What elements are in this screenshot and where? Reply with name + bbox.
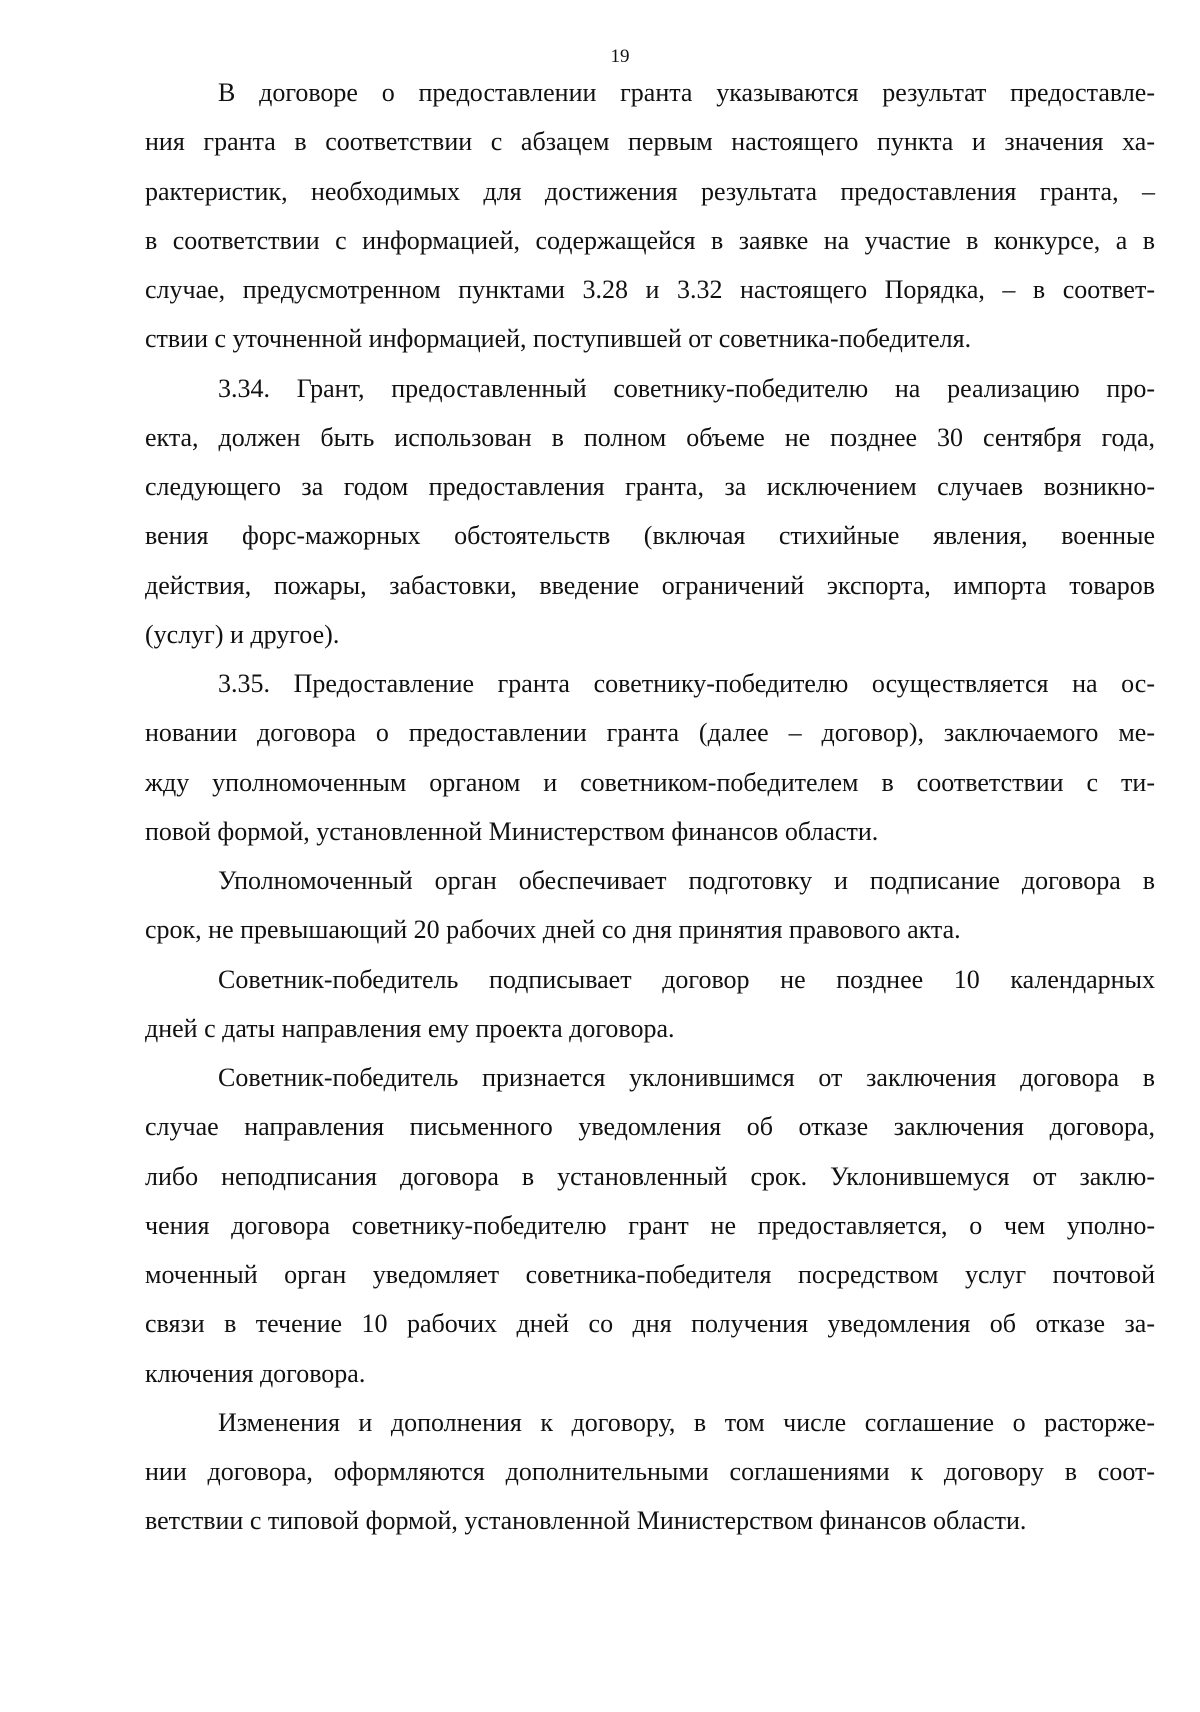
text-line: дней с даты направления ему проекта договора. [145, 1013, 675, 1043]
text-line: жду уполномоченным органом и советником-победителем в соответствии с ти- [145, 767, 1155, 797]
text-line: вения форс-мажорных обстоятельств (включая стихийные явления, военные [145, 521, 1155, 551]
paragraph [145, 1053, 1155, 1398]
text-line: действия, пожары, забастовки, введение ограничений экспорта, импорта товаров [145, 570, 1155, 600]
paragraph [145, 68, 1155, 364]
text-line: (услуг) и другое). [145, 619, 340, 649]
paragraph [145, 856, 1155, 955]
text-line: ветствии с типовой формой, установленной Министерством финансов области. [145, 1506, 1027, 1536]
paragraph [145, 1398, 1155, 1546]
paragraph [145, 364, 1155, 660]
text-line: либо неподписания договора в установленный срок. Уклонившемуся от заклю- [145, 1161, 1155, 1191]
text-line: Изменения и дополнения к договору, в том числе соглашение о расторже- [218, 1407, 1155, 1437]
text-line: случае направления письменного уведомления об отказе заключения договора, [145, 1112, 1155, 1142]
text-line: срок, не превышающий 20 рабочих дней со дня принятия правового акта. [145, 915, 961, 945]
text-line: чения договора советнику-победителю грант не предоставляется, о чем уполно- [145, 1210, 1155, 1240]
text-line: 3.35. Предоставление гранта советнику-победителю осуществляется на ос- [218, 669, 1155, 698]
paragraph [145, 955, 1155, 1054]
text-line: ния гранта в соответствии с абзацем первым настоящего пункта и значения ха- [145, 127, 1155, 157]
text-line: случае, предусмотренном пунктами 3.28 и 3.32 настоящего Порядка, – в соответ- [145, 275, 1155, 304]
text-line: екта, должен быть использован в полном объеме не позднее 30 сентября года, [145, 422, 1155, 452]
text-line: 3.34. Грант, предоставленный советнику-победителю на реализацию про- [218, 373, 1155, 403]
text-line: моченный орган уведомляет советника-победителя посредством услуг почтовой [145, 1260, 1155, 1289]
text-line: Советник-победитель подписывает договор не позднее 10 календарных [218, 964, 1155, 994]
text-line: Уполномоченный орган обеспечивает подготовку и подписание договора в [218, 866, 1155, 895]
paragraph [145, 659, 1155, 856]
document-body [145, 68, 1155, 1546]
page-number: 19 [610, 46, 630, 67]
text-line: следующего за годом предоставления гранта, за исключением случаев возникно- [145, 472, 1155, 501]
text-line: ключения договора. [145, 1358, 366, 1388]
text-line: ствии с уточненной информацией, поступившей от советника-победителя. [145, 324, 972, 354]
text-line: нии договора, оформляются дополнительными соглашениями к договору в соот- [145, 1457, 1155, 1486]
text-line: в соответствии с информацией, содержащейся в заявке на участие в конкурсе, а в [145, 225, 1155, 255]
text-line: рактеристик, необходимых для достижения результата предоставления гранта, – [145, 176, 1155, 206]
text-line: Советник-победитель признается уклонившимся от заключения договора в [218, 1063, 1155, 1092]
text-line: повой формой, установленной Министерством финансов области. [145, 816, 879, 846]
text-line: связи в течение 10 рабочих дней со дня получения уведомления об отказе за- [145, 1309, 1155, 1339]
text-line: новании договора о предоставлении гранта (далее – договор), заключаемого ме- [145, 718, 1155, 748]
text-line: В договоре о предоставлении гранта указываются результат предоставле- [218, 78, 1155, 107]
